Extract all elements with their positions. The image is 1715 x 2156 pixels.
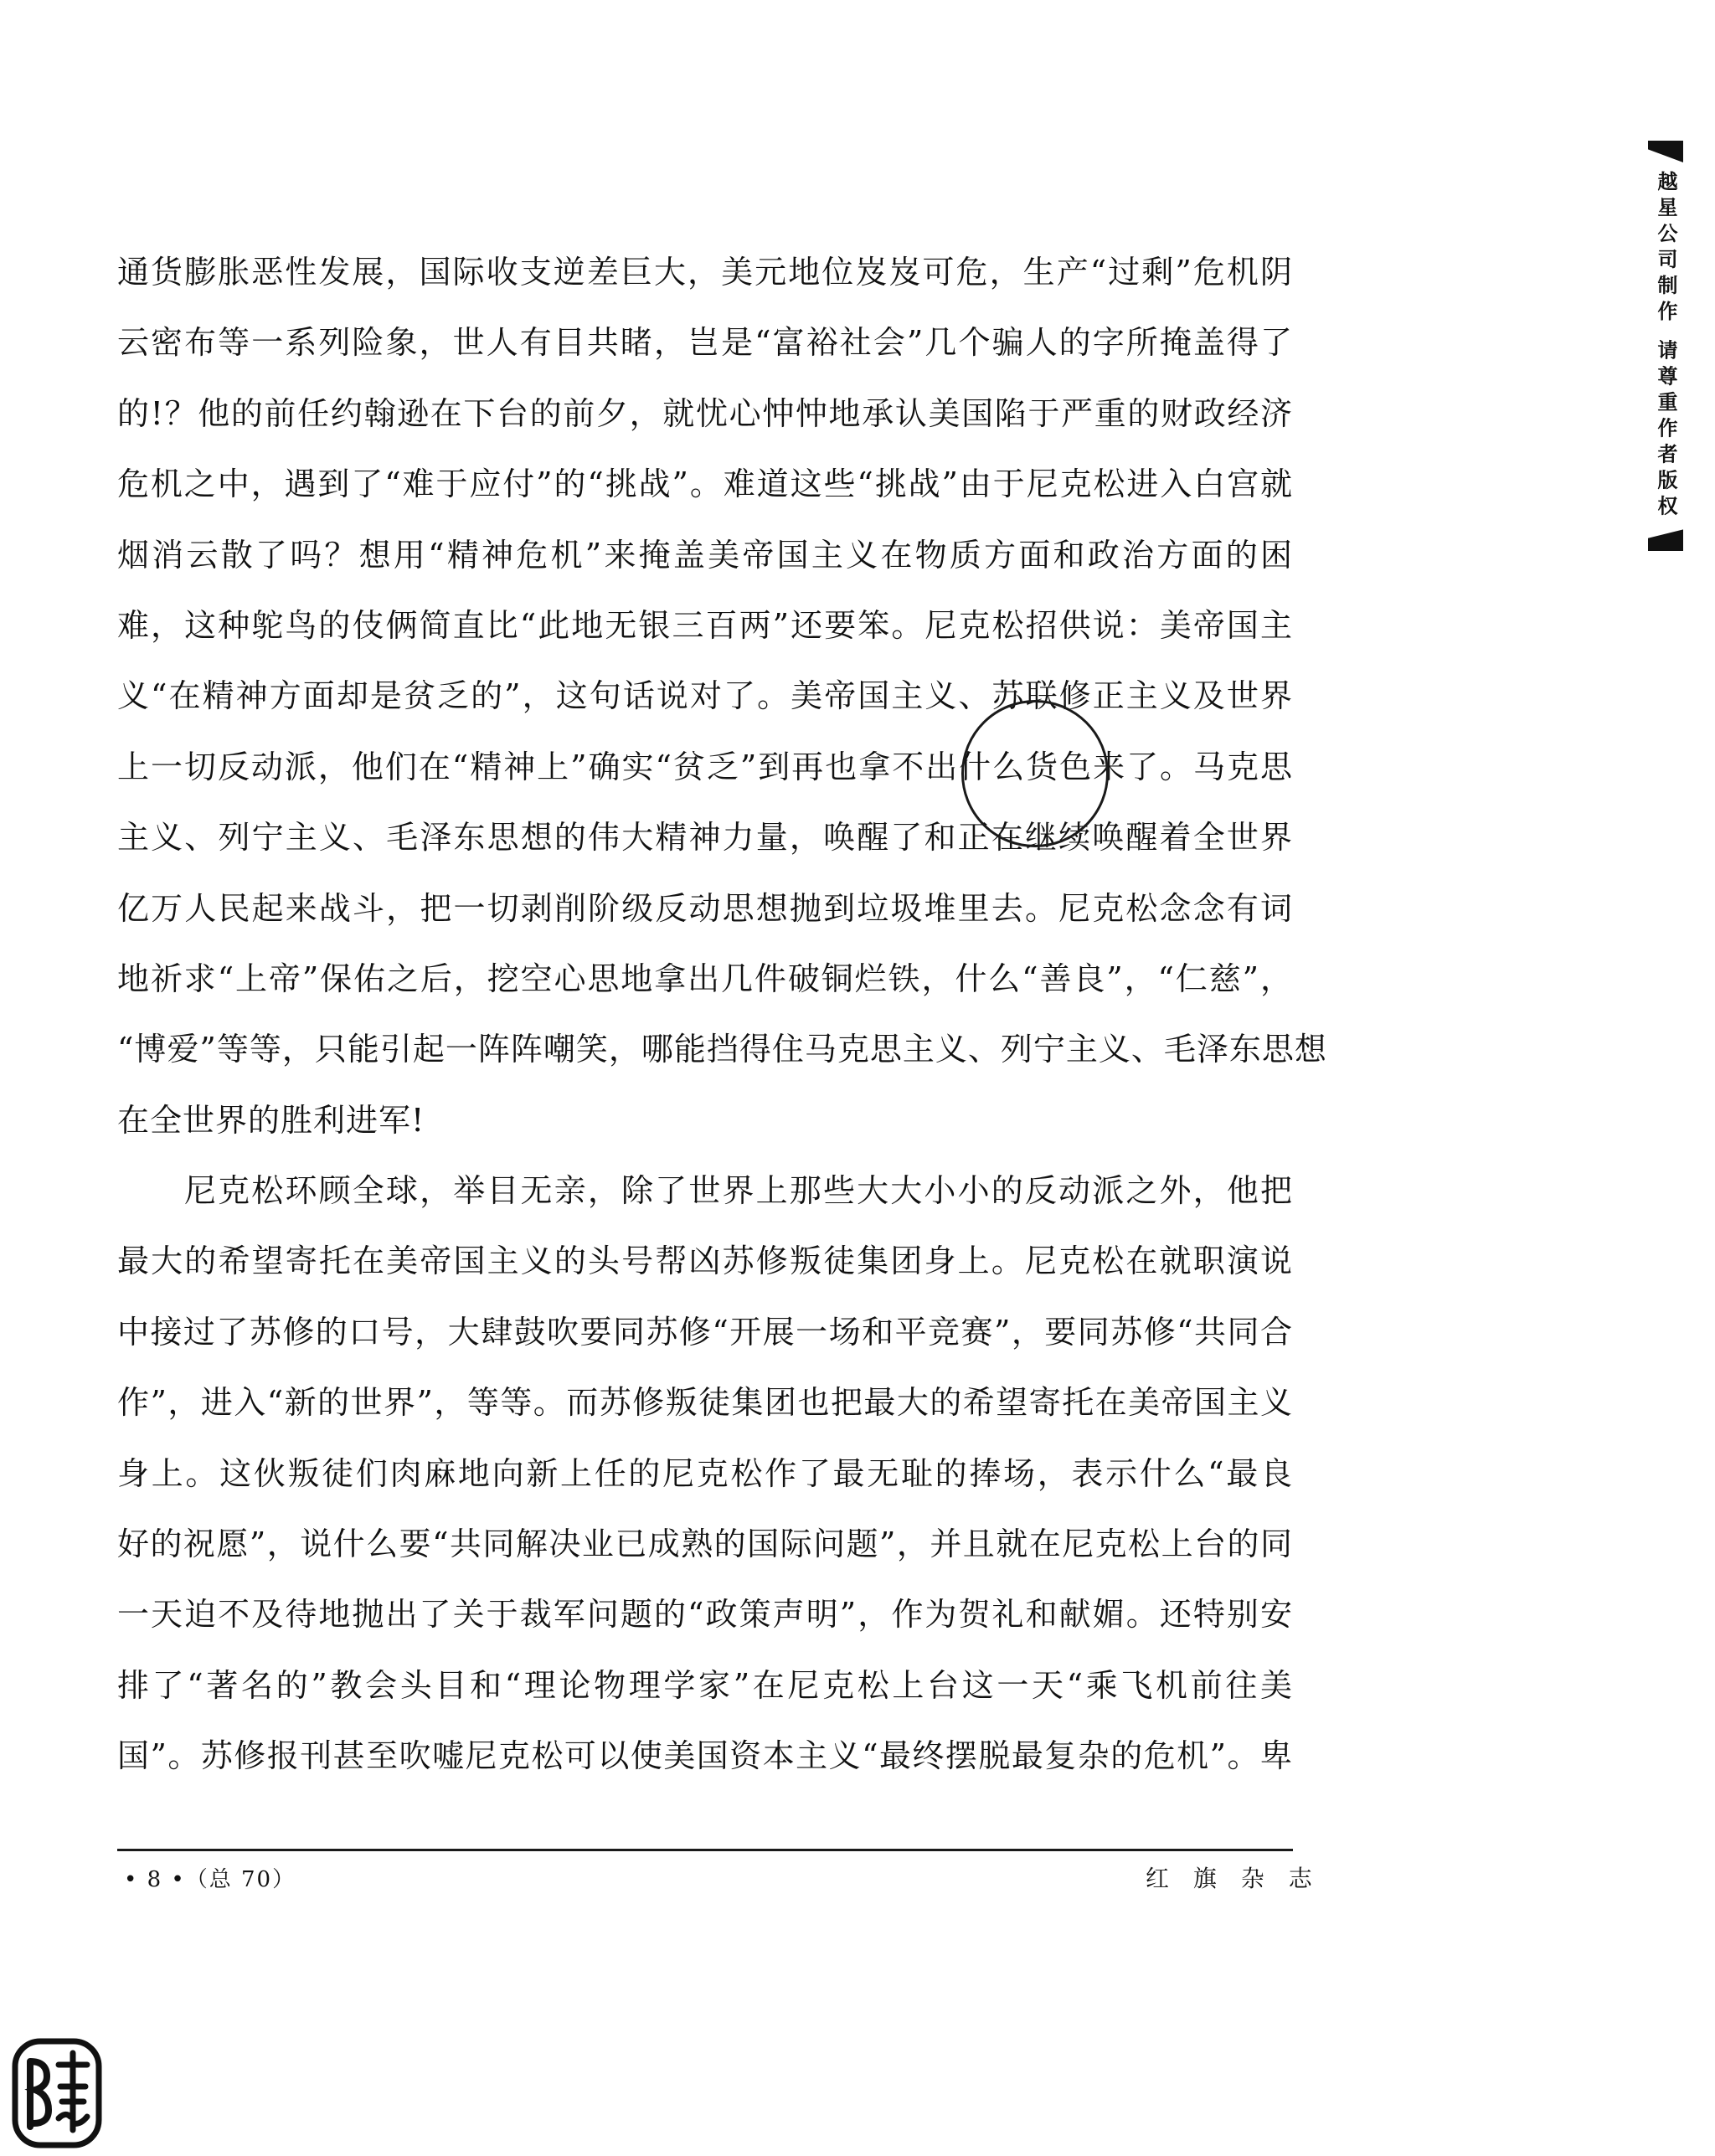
text-line: 义“在精神方面却是贫乏的”，这句话说对了。美帝国主义、苏联修正主义及世界 (117, 677, 1293, 715)
text-line: 最大的希望寄托在美帝国主义的头号帮凶苏修叛徒集团身上。尼克松在就职演说 (117, 1243, 1293, 1280)
page-number: • 8 •（总 70） (124, 1867, 296, 1892)
text-line: 排了“著名的”教会头目和“理论物理学家”在尼克松上台这一天“乘飞机前往美 (117, 1666, 1293, 1704)
text-line: 亿万人民起来战斗，把一切剥削阶级反动思想抛到垃圾堆里去。尼克松念念有词 (117, 889, 1293, 927)
footer-divider (117, 1849, 1293, 1851)
article-body (117, 237, 1327, 1792)
copyright-text: 越星公司制作 请尊重作者版权 (1654, 171, 1677, 522)
text-line: 身上。这伙叛徒们肉麻地向新上任的尼克松作了最无耻的捧场，表示什么“最良 (117, 1454, 1293, 1492)
text-line: 尼克松环顾全球，举目无亲，除了世界上那些大大小小的反动派之外，他把 (184, 1172, 1293, 1210)
journal-name: 红 旗 杂 志 (1146, 1865, 1321, 1892)
text-line: 国”。苏修报刊甚至吹嘘尼克松可以使美国资本主义“最终摆脱最复杂的危机”。卑 (117, 1737, 1293, 1775)
text-line: 烟消云散了吗？想用“精神危机”来掩盖美帝国主义在物质方面和政治方面的困 (117, 536, 1293, 574)
text-line: 的!？他的前任约翰逊在下台的前夕，就忧心忡忡地承认美国陷于严重的财政经济 (117, 394, 1293, 432)
side-bar-bottom (1648, 529, 1683, 551)
text-line: 中接过了苏修的口号，大肆鼓吹要同苏修“开展一场和平竞赛”，要同苏修“共同合 (117, 1313, 1293, 1351)
text-line: 通货膨胀恶性发展，国际收支逆差巨大，美元地位岌岌可危，生产“过剩”危机阴 (117, 254, 1293, 291)
text-line: 上一切反动派，他们在“精神上”确实“贫乏”到再也拿不出什么货色来了。马克思 (117, 748, 1293, 785)
text-line: 好的祝愿”，说什么要“共同解决业已成熟的国际问题”，并且就在尼克松上台的同 (117, 1526, 1293, 1563)
text-line: 主义、列宁主义、毛泽东思想的伟大精神力量，唤醒了和正在继续唤醒着全世界 (117, 819, 1293, 857)
text-line: 地祈求“上帝”保佑之后，挖空心思地拿出几件破铜烂铁，什么“善良”，“仁慈”， (117, 960, 1293, 997)
text-line: 难，这种鸵鸟的伎俩简直比“此地无银三百两”还要笨。尼克松招供说：美帝国主 (117, 606, 1293, 644)
text-line: 云密布等一系列险象，世人有目共睹，岂是“富裕社会”几个骗人的字所掩盖得了 (117, 324, 1293, 362)
text-line: “博爱”等等，只能引起一阵阵嘲笑，哪能挡得住马克思主义、列宁主义、毛泽东思想 (117, 1031, 1327, 1068)
ink-circle-mark (961, 700, 1109, 847)
text-line: 一天迫不及待地抛出了关于裁军问题的“政策声明”，作为贺礼和献媚。还特别安 (117, 1596, 1293, 1634)
side-bar-top (1648, 141, 1683, 162)
text-line: 作”，进入“新的世界”，等等。而苏修叛徒集团也把最大的希望寄托在美帝国主义 (117, 1384, 1293, 1422)
text-line: 在全世界的胜利进军! (117, 1101, 425, 1139)
copyright-side-note (1648, 141, 1683, 551)
seal-stamp-icon (10, 2036, 104, 2150)
text-line: 危机之中，遇到了“难于应付”的“挑战”。难道这些“挑战”由于尼克松进入白宫就 (117, 466, 1293, 503)
